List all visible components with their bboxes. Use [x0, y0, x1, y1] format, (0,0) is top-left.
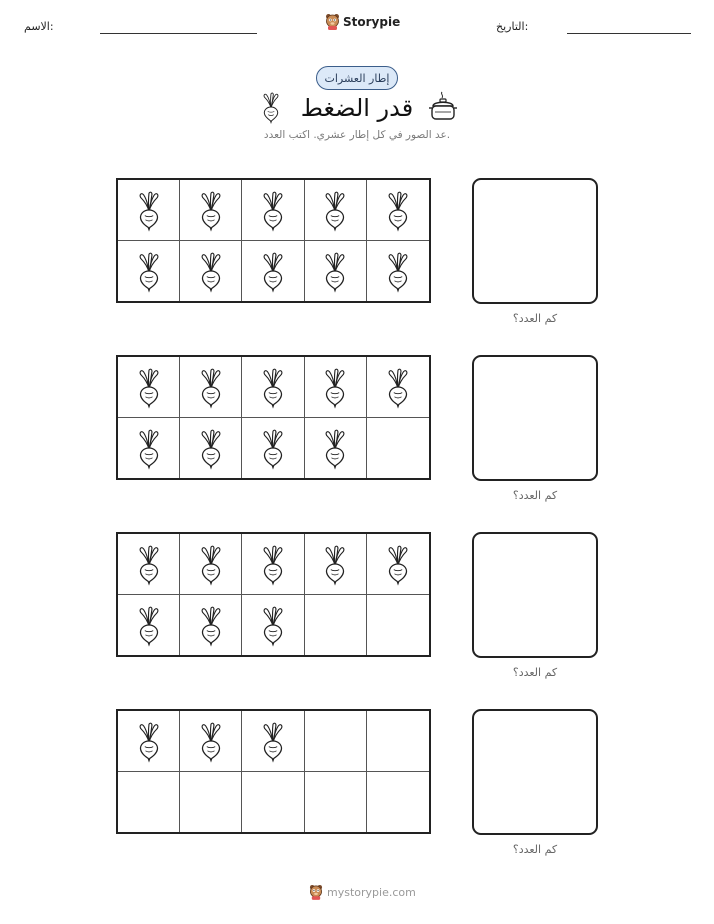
beetroot-icon [259, 188, 287, 232]
beetroot-icon [321, 426, 349, 470]
ten-frame-cell [118, 241, 180, 302]
beetroot-icon [135, 542, 163, 586]
ten-frame-cell [305, 772, 367, 833]
ten-frame-cell [305, 241, 367, 302]
beetroot-icon [259, 365, 287, 409]
beetroot-icon [135, 365, 163, 409]
ten-frame-cell [180, 418, 242, 479]
ten-frame-cell [118, 711, 180, 772]
ten-frame-cell [305, 357, 367, 418]
ten-frame-cell [242, 357, 304, 418]
ten-frame-cell [242, 534, 304, 595]
ten-frame-cell [180, 772, 242, 833]
ten-frame-cell [367, 534, 429, 595]
brand-logo [325, 13, 400, 30]
beetroot-icon [135, 719, 163, 763]
ten-frame-cell [118, 357, 180, 418]
ten-frame-3 [116, 532, 431, 657]
beetroot-icon [197, 188, 225, 232]
beetroot-icon [259, 603, 287, 647]
beetroot-icon [321, 365, 349, 409]
ten-frame-cell [180, 180, 242, 241]
beetroot-icon [135, 603, 163, 647]
beetroot-icon [259, 249, 287, 293]
ten-frame-cell [367, 180, 429, 241]
footer-url: mystorypie.com [327, 885, 416, 899]
beetroot-icon [321, 188, 349, 232]
ten-frame-cell [367, 357, 429, 418]
date-field-line[interactable] [567, 33, 691, 34]
beetroot-icon [197, 365, 225, 409]
ten-frame-cell [118, 595, 180, 656]
answer-box-2[interactable] [472, 355, 598, 481]
ten-frame-cell [305, 595, 367, 656]
ten-frame-4 [116, 709, 431, 834]
beetroot-icon [197, 249, 225, 293]
ten-frame-1 [116, 178, 431, 303]
ten-frame-cell [180, 711, 242, 772]
beetroot-icon [197, 603, 225, 647]
answer-prompt-1: كم العدد؟ [512, 312, 558, 325]
ten-frame-cell [242, 772, 304, 833]
ten-frame-cell [305, 711, 367, 772]
storypie-logo-icon [309, 884, 323, 900]
answer-box-1[interactable] [472, 178, 598, 304]
ten-frame-cell [242, 595, 304, 656]
ten-frame-cell [367, 595, 429, 656]
name-label: الاسم: [24, 20, 54, 33]
beetroot-icon [197, 719, 225, 763]
ten-frame-cell [180, 241, 242, 302]
worksheet-type-badge: إطار العشرات [316, 66, 398, 90]
ten-frame-cell [367, 711, 429, 772]
ten-frame-cell [305, 418, 367, 479]
ten-frame-cell [118, 180, 180, 241]
name-field-line[interactable] [100, 33, 257, 34]
ten-frame-cell [305, 534, 367, 595]
footer [309, 884, 416, 900]
beetroot-icon [259, 542, 287, 586]
ten-frame-cell [180, 534, 242, 595]
ten-frame-cell [367, 772, 429, 833]
ten-frame-cell [305, 180, 367, 241]
beetroot-icon [259, 426, 287, 470]
date-label: التاريخ: [496, 20, 529, 33]
beetroot-icon [384, 188, 412, 232]
ten-frame-cell [118, 772, 180, 833]
answer-box-4[interactable] [472, 709, 598, 835]
beetroot-icon [384, 249, 412, 293]
ten-frame-cell [367, 241, 429, 302]
ten-frame-cell [118, 418, 180, 479]
beetroot-icon [197, 542, 225, 586]
beetroot-icon [260, 90, 282, 124]
brand-name: Storypie [343, 14, 401, 29]
ten-frame-cell [242, 241, 304, 302]
beetroot-icon [197, 426, 225, 470]
answer-prompt-4: كم العدد؟ [512, 843, 558, 856]
ten-frame-cell [118, 534, 180, 595]
ten-frame-cell [242, 711, 304, 772]
page-title: قدر الضغط [300, 94, 414, 122]
ten-frame-cell [180, 357, 242, 418]
beetroot-icon [135, 188, 163, 232]
beetroot-icon [135, 249, 163, 293]
storypie-logo-icon [325, 13, 340, 30]
beetroot-icon [321, 542, 349, 586]
ten-frame-2 [116, 355, 431, 480]
answer-prompt-2: كم العدد؟ [512, 489, 558, 502]
answer-box-3[interactable] [472, 532, 598, 658]
beetroot-icon [384, 542, 412, 586]
answer-prompt-3: كم العدد؟ [512, 666, 558, 679]
ten-frame-cell [367, 418, 429, 479]
beetroot-icon [384, 365, 412, 409]
ten-frame-cell [242, 418, 304, 479]
instructions: عد الصور في كل إطار عشري. اكتب العدد. [263, 129, 451, 141]
ten-frame-cell [180, 595, 242, 656]
ten-frame-cell [242, 180, 304, 241]
beetroot-icon [321, 249, 349, 293]
beetroot-icon [135, 426, 163, 470]
beetroot-icon [259, 719, 287, 763]
